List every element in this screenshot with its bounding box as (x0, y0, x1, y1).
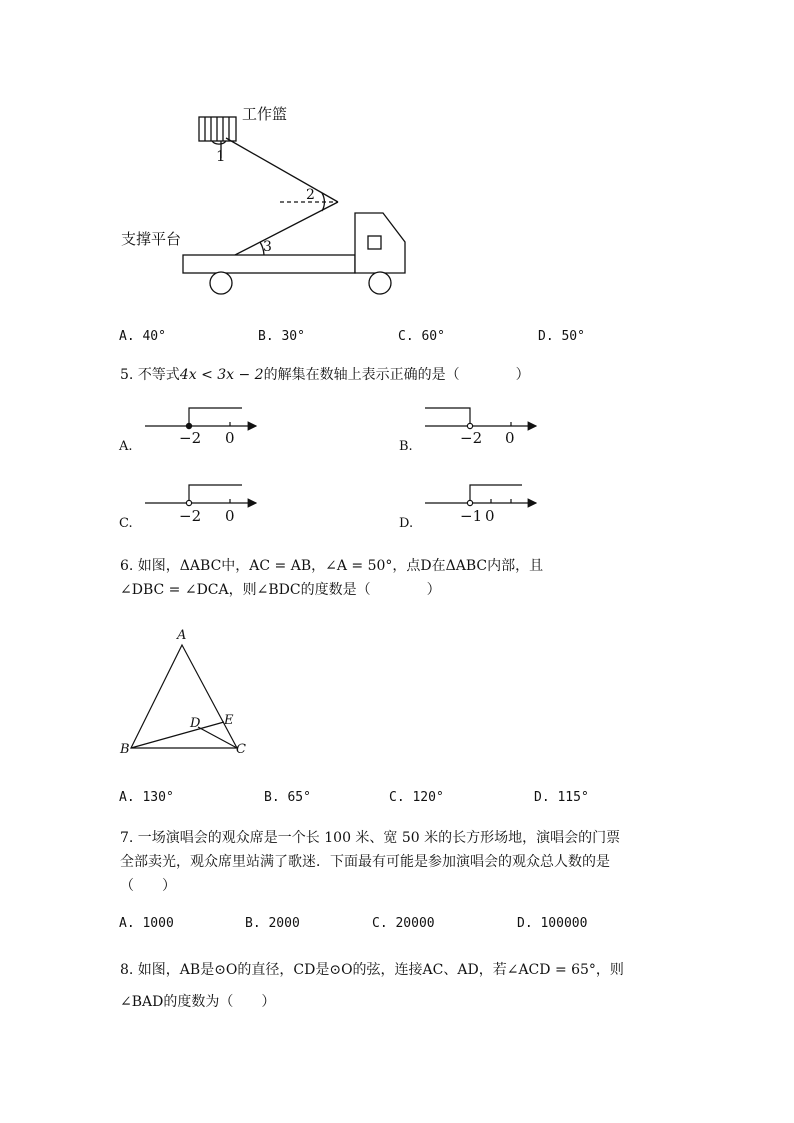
q5-option-b-letter: B. (399, 439, 413, 454)
q5-option-d-letter: D. (399, 516, 414, 531)
q6-line2: ∠DBC = ∠DCA，则∠BDC的度数是（ ） (120, 582, 441, 598)
q5-option-a-tick1: −2 (179, 429, 202, 447)
q5-option-c-letter: C. (119, 516, 133, 531)
vertex-b-label: B (120, 742, 130, 757)
q5-option-c-tick2: 0 (225, 507, 235, 525)
q5-stem-after: 的解集在数轴上表示正确的是（ ） (263, 367, 530, 383)
q5-option-b-tick1: −2 (460, 429, 483, 447)
q5-option-a-letter: A. (119, 439, 133, 454)
angle-1-label: 1 (216, 147, 226, 165)
number-line-a (145, 408, 256, 429)
truck-figure (0, 0, 794, 310)
q6-line1: 6. 如图，ΔABC中，AC = AB，∠A = 50°，点D在ΔABC内部，且 (120, 558, 544, 574)
q7-line1: 7. 一场演唱会的观众席是一个长 100 米、宽 50 米的长方形场地，演唱会的门票 (120, 830, 621, 846)
q8-line1: 8. 如图，AB是⊙O的直径，CD是⊙O的弦，连接AC、AD，若∠ACD = 65°，则 (120, 962, 624, 978)
q5-option-d-tick1: −1 (460, 507, 483, 525)
angle-3-label: 3 (263, 239, 272, 255)
q8-line2: ∠BAD的度数为（ ） (120, 994, 276, 1010)
q6-option-a: A. 130° (119, 790, 174, 805)
q7-line2: 全部卖光，观众席里站满了歌迷．下面最有可能是参加演唱会的观众总人数的是 (120, 854, 610, 870)
number-line-d (425, 485, 536, 506)
point-d-label: D (190, 716, 201, 731)
q4-option-d: D. 50° (538, 329, 585, 344)
q5-inequality: 4x < 3x − 2 (179, 367, 264, 383)
q6-option-c: C. 120° (389, 790, 444, 805)
number-line-b (425, 408, 536, 429)
q7-option-b: B. 2000 (245, 916, 300, 931)
q7-line3: （ ） (120, 878, 176, 894)
q4-option-c: C. 60° (398, 329, 445, 344)
q4-option-a: A. 40° (119, 329, 166, 344)
basket-label: 工作篮 (242, 105, 288, 123)
q5-option-c-tick1: −2 (179, 507, 202, 525)
angle-2-label: 2 (306, 187, 315, 203)
number-line-c (145, 485, 256, 506)
vertex-c-label: C (236, 742, 246, 757)
vertex-a-label: A (177, 628, 187, 643)
q5-stem-before: 不等式 (137, 367, 180, 383)
q5-option-a-tick2: 0 (225, 429, 235, 447)
q6-option-b: B. 65° (264, 790, 311, 805)
q7-option-d: D. 100000 (517, 916, 588, 931)
q5-option-d-tick2: 0 (485, 507, 495, 525)
q7-option-a: A. 1000 (119, 916, 174, 931)
q6-option-d: D. 115° (534, 790, 589, 805)
q5-option-b-tick2: 0 (505, 429, 515, 447)
boom-arms (226, 138, 338, 255)
q7-option-c: C. 20000 (372, 916, 435, 931)
q5-number: 5. (120, 367, 134, 383)
platform-label: 支撑平台 (121, 230, 182, 248)
q4-option-b: B. 30° (258, 329, 305, 344)
q5-stem (120, 365, 530, 385)
point-e-label: E (224, 713, 234, 728)
